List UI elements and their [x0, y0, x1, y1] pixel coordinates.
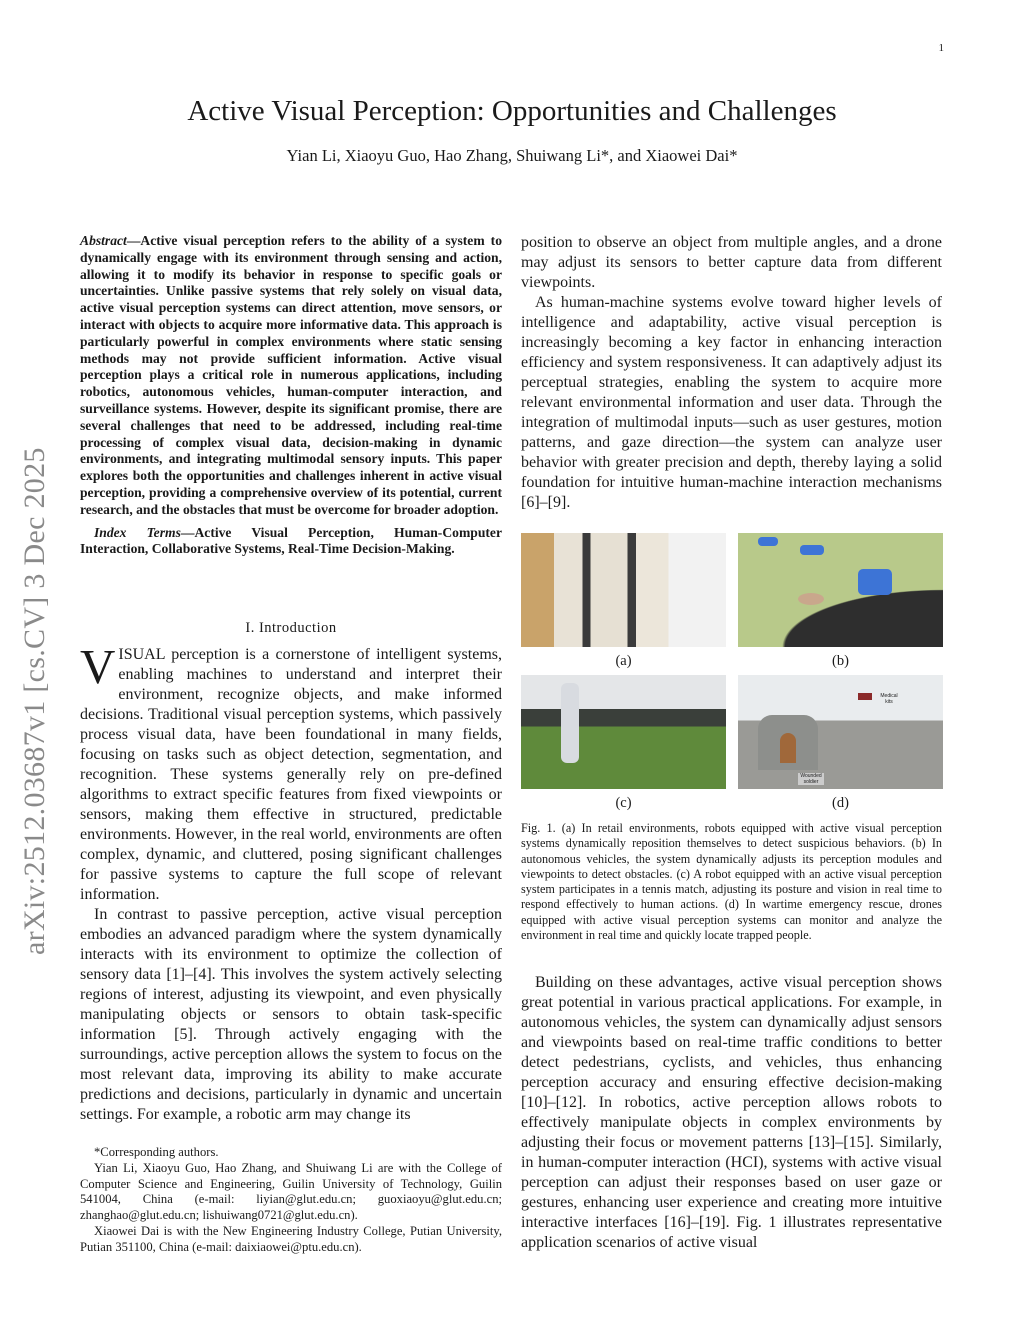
- index-terms-label: Index Terms: [94, 524, 181, 540]
- paper-title: Active Visual Perception: Opportunities and Challenges: [187, 95, 837, 127]
- section-heading: I. Introduction: [245, 620, 337, 637]
- figure-label-a: (a): [615, 653, 632, 669]
- intro-paragraph-4: Building on these advantages, active visual perception shows great potential in various practical applications. For example, in autonomous vehicles, the system can dynamically adjust sensors and viewpoints based on real-time traffic conditions to better detect pedestrians, cyclists, and vehicles, thus enhancing perception accuracy and ensuring effective decision-making [10]–[12]. In robotics, active perception allows robots to effectively manipulate objects in complex environments by adjusting their focus or movement patterns [13]–[15]. Similarly, in human-computer interaction (HCI), systems with active visual perception can adjust their responses based on user gaze or gestures, enhancing user experience and creating more intuitive interactive interfaces [16]–[19]. Fig. 1 illustrates representative application scenarios of active visual: [521, 974, 942, 1251]
- drop-cap: V: [80, 639, 116, 695]
- index-terms-text: —Active Visual Perception, Human-Computer Interaction, Collaborative Systems, Real-Time Decision-Making.: [80, 524, 502, 557]
- figure-label-c: (c): [615, 795, 632, 811]
- right-column-lower: [521, 973, 942, 1253]
- figure-label-d: (d): [832, 795, 849, 811]
- figure-c-tennis-image: [521, 675, 726, 789]
- robot-figure: [561, 683, 579, 763]
- footnote-corresponding: *Corresponding authors.: [94, 1145, 219, 1159]
- right-column: [521, 233, 942, 513]
- figure-label-b: (b): [832, 653, 849, 669]
- page-number: 1: [938, 42, 944, 54]
- drone-icon: [858, 693, 872, 700]
- figure-caption: Fig. 1. (a) In retail environments, robots equipped with active visual perception systems dynamically reposition themselves to detect suspicious behaviors. (b) In autonomous vehicles, the system dynamically adjusts its perception modules and viewpoints to detect obstacles. (c) A robot equipped with an active visual perception system participates in a tennis match, adjusting its posture and vision in real time to respond effectively to human actions. (d) In wartime emergency rescue, drones equipped with active visual perception systems can monitor and analyze the environment in real time and quickly locate trapped people.: [521, 821, 942, 943]
- wounded-soldier-label: Wounded soldier: [798, 773, 824, 785]
- footnote-affiliation-2: Xiaowei Dai is with the New Engineering Industry College, Putian University, Putian 351100, China (e-mail: daixiaowei@ptu.edu.cn).: [80, 1223, 502, 1254]
- arxiv-identifier: arXiv:2512.03687v1 [cs.CV] 3 Dec 2025: [18, 447, 51, 955]
- car-icon: [758, 537, 778, 546]
- author-list: Yian Li, Xiaoyu Guo, Hao Zhang, Shuiwang Li*, and Xiaowei Dai*: [286, 146, 738, 165]
- left-column: [80, 233, 502, 1125]
- rock-obstacle: [798, 593, 824, 605]
- door: [780, 733, 796, 763]
- car-icon: [858, 569, 892, 595]
- figure-b-autonomous-vehicle-image: [738, 533, 943, 647]
- abstract: [80, 233, 502, 519]
- footnote-affiliation-1: Yian Li, Xiaoyu Guo, Hao Zhang, and Shuiwang Li are with the College of Computer Science and Engineering, Guilin University of Technology, Guilin 541004, China (e-mail: liyian@glut.edu.cn; guoxiaoyu@glut.edu.cn; zhanghao@glut.edu.cn; lishuiwang0721@glut.edu.cn).: [80, 1160, 502, 1223]
- index-terms: [80, 525, 502, 559]
- intro-paragraph-1: [80, 639, 502, 905]
- figure-d-rescue-image: [738, 675, 943, 789]
- car-icon: [800, 545, 824, 555]
- intro-paragraph-2: In contrast to passive perception, active visual perception embodies an advanced paradigm where the system dynamically interacts with its environment to optimize the collection of sensory data [1]–[4]. This involves the system actively selecting regions of interest, adjusting its viewpoint, and even physically manipulating objects or sensors to obtain task-specific information [5]. Through actively engaging with the surroundings, active perception allows the system to focus on the most relevant data, improving its ability to make accurate predictions and decisions, particularly in dynamic and uncertain settings. For example, a robotic arm may change its: [80, 906, 502, 1124]
- abstract-text: —Active visual perception refers to the ability of a system to dynamically engage with its environment through sensing and action, allowing it to modify its behavior in response to specific goals or uncertainties. Unlike passive systems that rely solely on visual data, active visual perception systems can direct attention, move sensors, or interact with objects to acquire more informative data. This approach is particularly powerful in complex environments where static sensing methods may not provide sufficient information. Active visual perception plays a critical role in numerous applications, including robotics, autonomous vehicles, human-computer interaction, and surveillance systems. However, despite its significant promise, there are several challenges that need to be addressed, including real-time processing of complex visual data, decision-making in dynamic environments, and integrating multimodal sensory inputs. This paper explores both the opportunities and challenges inherent in active visual perception, providing a comprehensive overview of its potential, current research, and the obstacles that must be overcome for broader adoption.: [80, 233, 502, 517]
- footnotes: [80, 1145, 502, 1256]
- abstract-label: Abstract: [80, 233, 127, 248]
- figure-a-retail-image: [521, 533, 726, 647]
- medical-kits-label: Medical kits: [880, 693, 898, 705]
- intro-paragraph-2-continued: position to observe an object from multiple angles, and a drone may adjust its sensors to better capture data from different viewpoints.: [521, 234, 942, 291]
- intro-paragraph-3: As human-machine systems evolve toward higher levels of intelligence and adaptability, active visual perception is increasingly becoming a key factor in enhancing interaction efficiency and system responsiveness. It can adaptively adjust its perceptual strategies, enabling the system to acquire more relevant environmental information and user data. Through the integration of multimodal inputs—such as user gestures, motion patterns, and gaze direction—the system can analyze user behavior with greater precision and depth, thereby laying a solid foundation for intuitive human-machine interaction mechanisms [6]–[9].: [521, 294, 942, 511]
- paragraph-text: ISUAL perception is a cornerstone of intelligent systems, enabling machines to understand and interpret their environment, recognize objects, and make informed decisions. Traditional visual perception systems, which passively process visual data, have been foundational in many fields, focusing on tasks such as object detection, segmentation, and recognition. These systems generally rely on pre-defined algorithms to extract specific features from fixed viewpoints or sensors, making them effective in structured, predictable environments. However, in the real world, environments are often complex, dynamic, and cluttered, posing significant challenges for passive systems to capture the full scope of relevant information.: [80, 646, 502, 904]
